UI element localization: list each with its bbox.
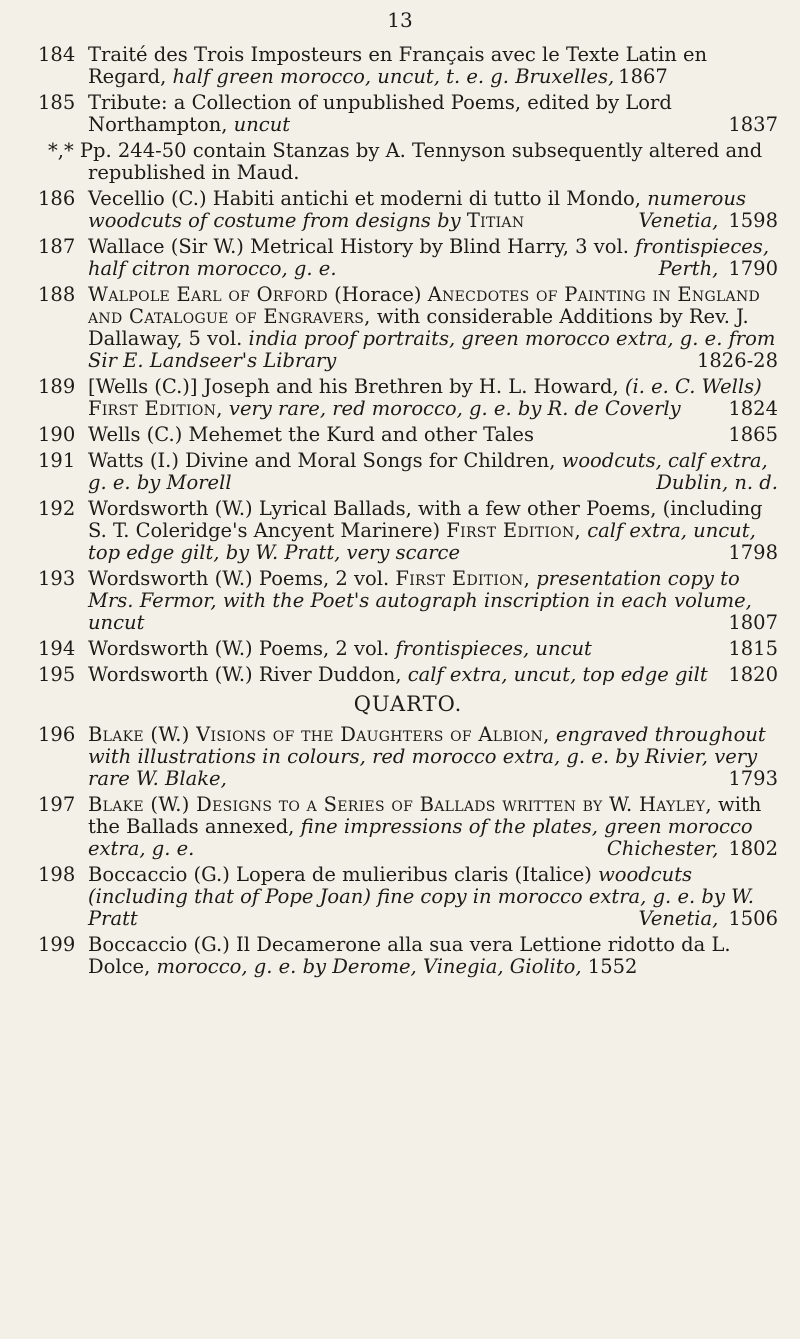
lot-number: 191 <box>38 449 76 472</box>
entry-place: Perth, <box>658 257 719 280</box>
lot-number: 192 <box>38 497 76 520</box>
entry-title: Blake (W.) Designs to a Series of Ballads written by W. Hayley, <box>88 793 712 816</box>
entry-text: Vecellio (C.) Habiti antichi et moderni di tutto il Mondo, <box>88 187 648 210</box>
entry-edition: First Edition, <box>446 519 582 542</box>
entry-description: very rare, red morocco, g. e. by R. de Coverly <box>228 397 681 420</box>
catalogue-entry-199 <box>38 934 778 978</box>
entry-author: Walpole Earl of Orford <box>88 283 328 306</box>
entry-date: 1552 <box>587 955 638 978</box>
entry-artist: Titian <box>466 209 525 232</box>
entry-description: uncut <box>233 113 291 136</box>
entry-date: 1820 <box>728 663 778 686</box>
lot-number: 187 <box>38 235 76 258</box>
entry-description: calf extra, uncut, top edge gilt, by W. Pratt, very scarce <box>88 519 756 564</box>
catalogue-entry-186 <box>38 188 778 232</box>
lot-number: 190 <box>38 423 76 446</box>
catalogue-entry-195 <box>38 664 778 686</box>
lot-number: 196 <box>38 723 76 746</box>
section-heading: QUARTO. <box>353 692 463 716</box>
entry-description: woodcuts (including that of Pope Joan) fine copy in morocco extra, g. e. by W. Pratt <box>88 863 754 930</box>
entry-text: Wordsworth (W.) River Duddon, <box>88 663 408 686</box>
catalogue-entry-188 <box>38 284 778 372</box>
catalogue-entry-190 <box>38 424 778 446</box>
entry-date: 1506 <box>728 907 778 930</box>
entry-date: 1790 <box>728 257 778 280</box>
lot-number: 189 <box>38 375 76 398</box>
entry-edition: First Edition, <box>88 397 223 420</box>
lot-number: 193 <box>38 567 76 590</box>
entry-description: frontispieces, half citron morocco, g. e. <box>88 235 770 280</box>
entry-description: woodcuts, calf extra, g. e. by Morell <box>88 449 768 494</box>
entry-description: engraved throughout with illustrations in colours, red morocco extra, g. e. by Rivier, very rare W. Blake, <box>88 723 766 790</box>
entry-text: Wells (C.) Mehemet the Kurd and other Tales <box>88 423 534 446</box>
lot-number: 185 <box>38 91 76 114</box>
catalogue-entry-198 <box>38 864 778 930</box>
entry-text: Tribute: a Collection of unpublished Poems, edited by Lord Northampton, <box>88 91 672 136</box>
entry-text: Wordsworth (W.) Poems, 2 vol. <box>88 637 396 660</box>
entry-date: 1865 <box>728 423 778 446</box>
entry-date: 1798 <box>728 541 778 564</box>
lot-number: 197 <box>38 793 76 816</box>
entry-place: Bruxelles, <box>515 65 615 88</box>
catalogue-entry-184 <box>38 44 778 88</box>
entry-title: Anecdotes of Painting in England and Catalogue of Engravers, <box>88 283 761 328</box>
lot-number: 194 <box>38 637 76 660</box>
entry-date: 1598 <box>728 209 778 232</box>
entry-description: calf extra, uncut, top edge gilt <box>407 663 708 686</box>
entry-text: (Horace) <box>327 283 428 306</box>
entry-place: Dublin, n. d. <box>656 471 778 494</box>
entry-description: presentation copy to Mrs. Fermor, with the Poet's autograph inscription in each volume, uncut <box>88 567 752 634</box>
catalogue-entry-192 <box>38 498 778 564</box>
catalogue-entry-185 <box>38 92 778 136</box>
lot-number: 199 <box>38 933 76 956</box>
lot-number: 198 <box>38 863 76 886</box>
entry-place: Venetia, <box>638 209 719 232</box>
entry-text: Boccaccio (G.) Lopera de mulieribus claris (Italice) <box>88 863 599 886</box>
lot-number: 186 <box>38 187 76 210</box>
entry-date: 1826-28 <box>696 349 778 372</box>
catalogue-entry-187 <box>38 236 778 280</box>
entry-edition: First Edition, <box>395 567 531 590</box>
entry-text: Boccaccio (G.) Il Decamerone alla sua vera Lettione ridotto da L. Dolce, <box>88 933 731 978</box>
entry-date: 1867 <box>618 65 668 88</box>
entry-description: morocco, g. e. by Derome, <box>156 955 417 978</box>
entry-text: Wallace (Sir W.) Metrical History by Blind Harry, 3 vol. <box>88 235 636 258</box>
entry-text: Wordsworth (W.) Poems, 2 vol. <box>88 567 396 590</box>
catalogue-entry-196 <box>38 724 778 790</box>
page-number: 13 <box>387 8 413 32</box>
entry-text: Traité des Trois Imposteurs en Français avec le Texte Latin en Regard, <box>88 43 708 88</box>
lot-number: 184 <box>38 43 76 66</box>
catalogue-list <box>38 44 778 982</box>
entry-date: 1824 <box>728 397 778 420</box>
entry-date: 1815 <box>728 637 778 660</box>
lot-number: 188 <box>38 283 76 306</box>
entry-attribution: (i. e. C. Wells) <box>624 375 762 398</box>
entry-date: 1807 <box>728 611 778 634</box>
entry-text: Wordsworth (W.) Lyrical Ballads, with a few other Poems, (including S. T. Coleridge's Ancyent Marinere) <box>88 497 763 542</box>
entry-place: Chichester, <box>606 837 719 860</box>
entry-description: numerous woodcuts of costume from designs by <box>88 187 746 232</box>
entry-description: india proof portraits, green morocco extra, g. e. from Sir E. Landseer's Library <box>88 327 776 372</box>
entry-description: fine impressions of the plates, green morocco extra, g. e. <box>88 815 753 860</box>
catalogue-entry-197 <box>38 794 778 860</box>
lot-number: 195 <box>38 663 76 686</box>
catalogue-entry-194 <box>38 638 778 660</box>
entry-text: [Wells (C.)] Joseph and his Brethren by H. L. Howard, <box>88 375 625 398</box>
entry-date: 1837 <box>728 113 778 136</box>
entry-description: half green morocco, uncut, t. e. g. <box>172 65 509 88</box>
entry-description: frontispieces, uncut <box>395 637 592 660</box>
entry-place: Venetia, <box>638 907 719 930</box>
entry-date: 1793 <box>728 767 778 790</box>
catalogue-entry-193 <box>38 568 778 634</box>
entry-place: Vinegia, Giolito, <box>422 955 582 978</box>
entry-date: 1802 <box>728 837 778 860</box>
catalogue-entry-191 <box>38 450 778 494</box>
entry-text-continued: with considerable Additions by Rev. J. Dallaway, 5 vol. <box>88 305 749 350</box>
entry-text: Watts (I.) Divine and Moral Songs for Children, <box>88 449 562 472</box>
entry-title: Blake (W.) Visions of the Daughters of Albion, <box>88 723 550 746</box>
entry-text: with the Ballads annexed, <box>88 793 762 838</box>
entry-note: *,* Pp. 244-50 contain Stanzas by A. Tennyson subsequently altered and republished in Maud. <box>48 139 763 184</box>
catalogue-entry-189 <box>38 376 778 420</box>
